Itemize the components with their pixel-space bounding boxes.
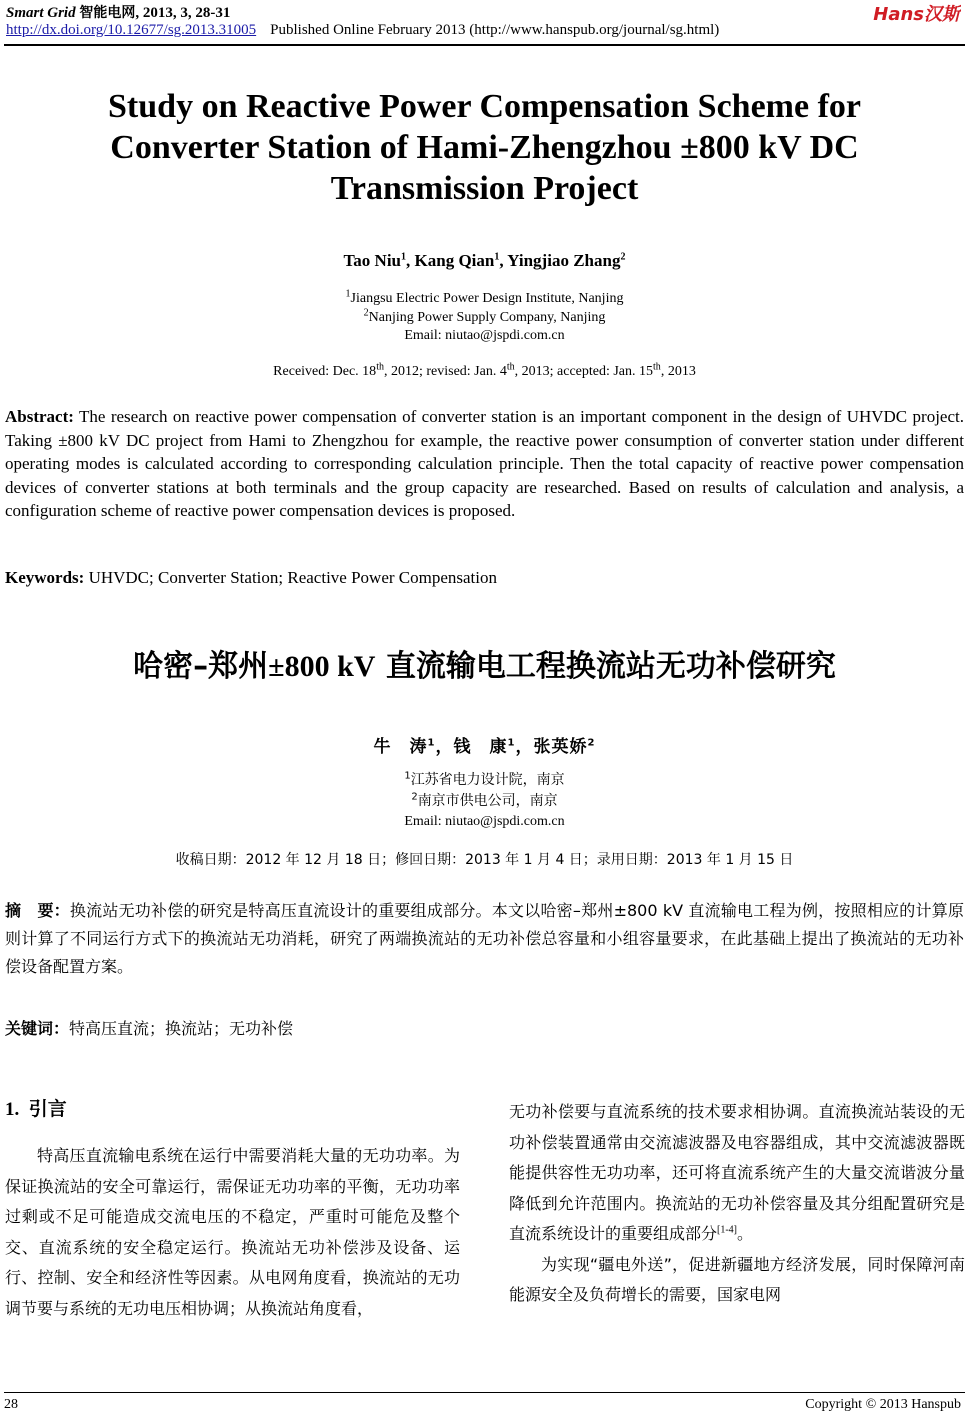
affil-sup: 1: [404, 770, 411, 782]
received-part: , 2013; accepted: Jan. 15: [514, 364, 654, 379]
keywords-text: UHVDC; Converter Station; Reactive Power Compensation: [88, 568, 497, 587]
author-sup: 1: [427, 737, 436, 749]
body-paragraph: 特高压直流输电系统在运行中需要消耗大量的无功功率。为保证换流站的安全可靠运行，需保证无功功率的平衡，无功功率过剩或不足可能造成交流电压的不稳定，严重时可能危及整个交、直流系统的安全稳定运行。换流站无功补偿涉及设备、运行、控制、安全和经济性等因素。从电网角度看，换流站的无功调节要与系统的无功电压相协调；从换流站角度看，: [5, 1146, 460, 1318]
affiliation-1: [0, 290, 969, 308]
doi-line: [6, 22, 719, 39]
paragraph-text: 。: [737, 1224, 754, 1243]
paragraph-text: 无功补偿要与直流系统的技术要求相协调。直流换流站装设的无功补偿装置通常由交流滤波器及电容器组成，其中交流滤波器既能提供容性无功功率，还可将直流系统产生的大量交流谐波分量降低到允许范围内。换流站的无功补偿容量及其分组配置研究是直流系统设计的重要组成部分: [509, 1102, 965, 1243]
author-name: Kang Qian: [414, 251, 495, 270]
citation: [1-4]: [717, 1224, 738, 1236]
journal-issue: , 2013, 3, 28-31: [135, 5, 231, 21]
keywords-text-cn: 特高压直流；换流站；无功补偿: [69, 1019, 294, 1038]
title-cn-part: 哈密–郑州: [133, 649, 269, 684]
received-dates: [0, 361, 969, 380]
received-sup: th: [506, 361, 515, 373]
paper-title-cn: [0, 641, 969, 685]
journal-header: [6, 2, 230, 22]
abstract-label-cn: 摘 要：: [5, 901, 70, 920]
section-title: 引言: [28, 1098, 67, 1120]
paper-title: Study on Reactive Power Compensation Scheme for Converter Station of Hami-Zhengzhou ±800 kV DC Transmission Project: [108, 88, 861, 207]
author-sep: ，: [435, 737, 454, 757]
body-paragraph: 为实现“疆电外送”，促进新疆地方经济发展，同时保障河南能源安全及负荷增长的需要，国家电网: [509, 1254, 965, 1304]
keywords-cn: [5, 1015, 964, 1043]
affil-text: Nanjing Power Supply Company, Nanjing: [368, 310, 606, 325]
page-number: 28: [4, 1397, 18, 1412]
author-name-cn: 牛 涛: [373, 737, 428, 757]
email-cn: Email: niutao@jspdi.com.cn: [404, 814, 565, 829]
affiliation-cn-2: [0, 791, 969, 811]
abstract-label: Abstract:: [5, 407, 74, 426]
affil-text: Jiangsu Electric Power Design Institute, Nanjing: [350, 291, 624, 306]
received-part: , 2012; revised: Jan. 4: [383, 364, 507, 379]
received-part: , 2013: [660, 364, 696, 379]
author-list: [0, 251, 969, 271]
author-sep: ,: [406, 251, 415, 270]
affiliation-cn-1: [0, 770, 969, 790]
abstract-text: The research on reactive power compensation of converter station is an important component in the design of UHVDC project. Taking ±800 kV DC project from Hami to Zhengzhou for example, the reactive power consumption of converter station under different operating modes is calculated according to corresponding calculation principle. Then the total capacity of reactive power compensation devices of converter stations at both terminals and the group capacity are researched. Based on results of calculation and analysis, a configuration scheme of reactive power compensation devices is proposed.: [5, 407, 964, 520]
body-column-left: [5, 1141, 460, 1324]
author-name: Tao Niu: [343, 251, 402, 270]
affil-text: 江苏省电力设计院，南京: [410, 772, 565, 788]
author-sup: 2: [620, 251, 626, 263]
author-sep: ,: [499, 251, 508, 270]
published-online: Published Online February 2013 (http://www.hanspub.org/journal/sg.html): [270, 22, 720, 38]
title-cn-part: ±800 kV: [268, 650, 376, 683]
keywords-label-cn: 关键词：: [5, 1019, 70, 1038]
section-heading: [5, 1094, 67, 1121]
author-name: Yingjiao Zhang: [507, 251, 621, 270]
author-sep: ，: [515, 737, 534, 757]
author-name-cn: 张英娇: [533, 737, 588, 757]
abstract-text-cn: 换流站无功补偿的研究是特高压直流设计的重要组成部分。本文以哈密–郑州±800 kV 直流输电工程为例，按照相应的计算原则计算了不同运行方式下的换流站无功消耗，研究了两端换流站的无功补偿总容量和小组容量要求，在此基础上提出了换流站的无功补偿设备配置方案。: [5, 901, 964, 976]
received-sup: th: [653, 361, 661, 373]
email: Email: niutao@jspdi.com.cn: [404, 328, 565, 343]
logo-text: Hans汉斯: [873, 4, 960, 24]
hans-logo: [865, 2, 961, 24]
received-dates-cn: 收稿日期：2012 年 12 月 18 日；修回日期：2013 年 1 月 4 日；录用日期：2013 年 1 月 15 日: [175, 852, 794, 868]
received-sup: th: [376, 361, 384, 373]
author-sup: 1: [401, 251, 407, 263]
doi-link[interactable]: http://dx.doi.org/10.12677/sg.2013.31005: [6, 22, 257, 38]
author-sup: 2: [587, 737, 596, 749]
journal-name-cn: 智能电网: [79, 5, 136, 21]
received-part: Received: Dec. 18: [273, 364, 377, 379]
footer-rule: [4, 1392, 965, 1393]
keywords-label: Keywords:: [5, 568, 85, 587]
body-paragraph: [509, 1097, 965, 1250]
abstract: [5, 405, 964, 523]
body-column-right: [509, 1097, 965, 1311]
header-rule: [4, 44, 965, 46]
author-sup: 1: [507, 737, 516, 749]
affil-sup: 2: [411, 791, 418, 803]
affil-sup: 2: [363, 307, 369, 319]
affil-sup: 1: [345, 288, 351, 300]
affiliation-2: [0, 309, 969, 327]
author-sup: 1: [494, 251, 500, 263]
journal-name: Smart Grid: [6, 5, 76, 21]
abstract-cn: [5, 897, 964, 981]
affil-text: 南京市供电公司，南京: [417, 793, 558, 809]
copyright: Copyright © 2013 Hanspub: [805, 1397, 961, 1412]
keywords: [5, 566, 964, 590]
author-name-cn: 钱 康: [453, 737, 508, 757]
section-number: 1.: [5, 1099, 20, 1120]
title-cn-part: 直流输电工程换流站无功补偿研究: [375, 649, 836, 684]
author-list-cn: [0, 732, 969, 757]
